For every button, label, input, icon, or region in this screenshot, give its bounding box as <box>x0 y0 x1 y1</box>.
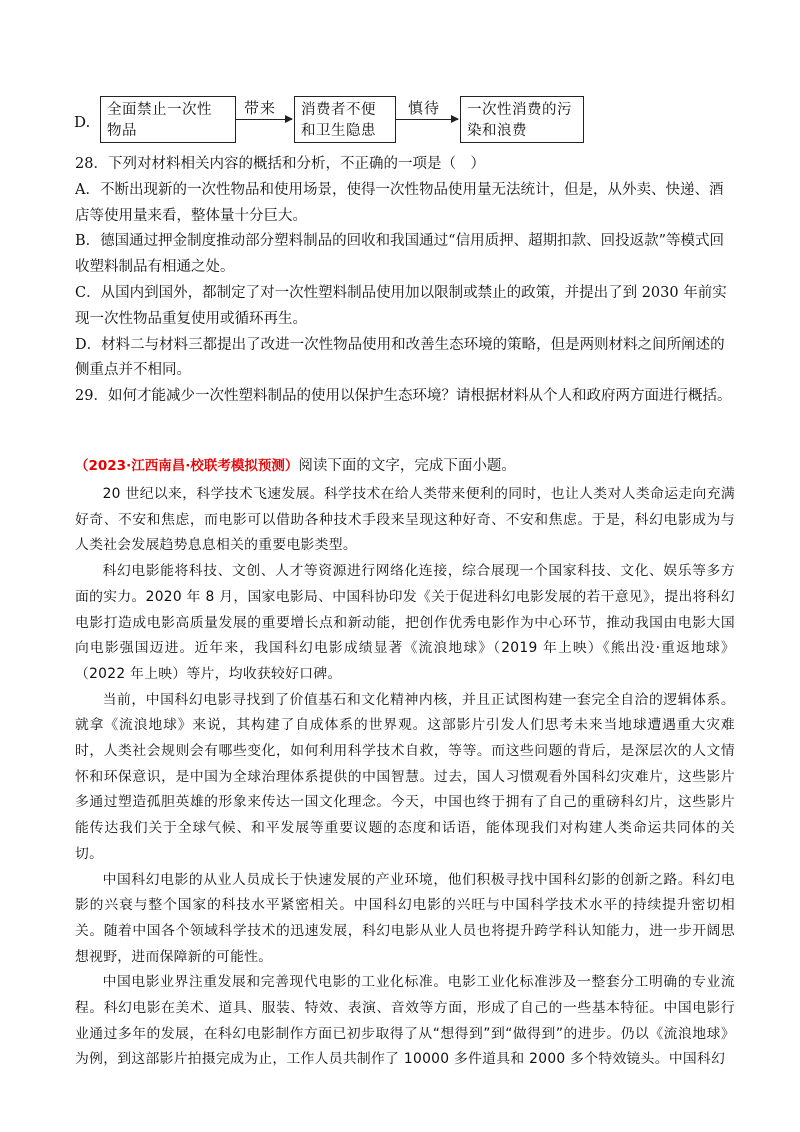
box-line: 消费者不便 <box>301 102 376 118</box>
box-line: 染和浪费 <box>467 123 527 139</box>
question-28-option-c: C．从国内到国外，都制定了对一次性塑料制品使用加以限制或禁止的政策，并提出了到 2030 年前实现一次性物品重复使用或循环再生。 <box>75 284 727 327</box>
arrow-label-1: 带来 <box>244 99 277 117</box>
question-28-option-a: A．不断出现新的一次性物品和使用场景，使得一次性物品使用量无法统计，但是，从外卖、快递、酒店等使用量来看，整体量十分巨大。 <box>75 181 724 224</box>
passage-paragraph: 20 世纪以来，科学技术飞速发展。科学技术在给人类带来便利的同时，也让人类对人类命运走向充满好奇、不安和焦虑，而电影可以借助各种技术手段来呈现这种好奇、不安和焦虑。于是，科幻电影成为与人类社会发展趋势息息相关的重要电影类型。 <box>75 486 735 554</box>
passage-paragraph: 科幻电影能将科技、文创、人才等资源进行网络化连接，综合展现一个国家科技、文化、娱乐等多方面的实力。2020 年 8 月，国家电影局、中国科协印发《关于促进科幻电影发展的若干意见》，提出将科幻电影打造成电影高质量发展的重要增长点和新动能，把创作优秀电影作为中心环节，推动我国由电影大国向电影强国迈进。近年来，我国科幻电影成绩显著《流浪地球》（2019 年上映）《熊出没·重返地球》（2022 年上映）等片，均收获较好口碑。 <box>75 563 735 682</box>
question-28-option-b: B．德国通过押金制度推动部分塑料制品的回收和我国通过“信用质押、超期扣款、回投返款”等模式回收塑料制品有相通之处。 <box>75 233 724 276</box>
questions-section <box>75 152 735 410</box>
diagram-box-inconvenience <box>294 96 396 143</box>
box-line: 一次性消费的污 <box>467 102 572 118</box>
arrow-2 <box>396 119 458 120</box>
diagram-box-ban <box>100 96 236 143</box>
box-line: 全面禁止一次性 <box>107 102 212 118</box>
passage-instruction: 阅读下面的文字，完成下面小题。 <box>298 458 516 474</box>
option-label: D. <box>74 113 91 131</box>
passage-paragraph: 当前，中国科幻电影寻找到了价值基石和文化精神内核，并且正试图构建一套完全自洽的逻辑体系。就拿《流浪地球》来说，其构建了自成体系的世界观。这部影片引发人们思考未来当地球遭遇重大灾难时，人类社会规则会有哪些变化，如何利用科学技术自救，等等。而这些问题的背后，是深层次的人文情怀和环保意识，是中国为全球治理体系提供的中国智慧。过去，国人习惯观看外国科幻灾难片，这些影片多通过塑造孤胆英雄的形象来传达一国文化理念。今天，中国也终于拥有了自己的重磅科幻片，这些影片能传达我们关于全球气候、和平发展等重要议题的态度和话语，能体现我们对构建人类命运共同体的关切。 <box>75 691 735 862</box>
box-line: 和卫生隐患 <box>301 123 376 139</box>
arrow-1 <box>236 119 292 120</box>
passage-header <box>75 455 516 477</box>
diagram-box-pollution <box>460 96 584 143</box>
flow-diagram <box>72 92 592 142</box>
passage-paragraph: 中国电影业界注重发展和完善现代电影的工业化标准。电影工业化标准涉及一整套分工明确的专业流程。科幻电影在美术、道具、服装、特效、表演、音效等方面，形成了自己的一些基本特征。中国电影行业通过多年的发展，在科幻电影制作方面已初步取得了从“想得到”到“做得到”的进步。仍以《流浪地球》为例，到这部影片拍摄完成为止，工作人员共制作了 10000 多件道具和 2000 多个特效镜头。中国科幻 <box>75 974 735 1068</box>
reading-passage <box>75 482 735 1073</box>
question-29: 29．如何才能减少一次性塑料制品的使用以保护生态环境？请根据材料从个人和政府两方面进行概括。 <box>75 388 732 405</box>
passage-paragraph: 中国科幻电影的从业人员成长于快速发展的产业环境，他们积极寻找中国科幻影的创新之路。科幻电影的兴衰与整个国家的科技水平紧密相关。中国科幻电影的兴旺与中国科学技术水平的持续提升密切相关。随着中国各个领域科学技术的迅速发展，科幻电影从业人员也将提升跨学科认知能力，进一步开阔思想视野，进而保障新的可能性。 <box>75 871 735 965</box>
source-tag: （2023·江西南昌·校联考模拟预测） <box>75 458 299 474</box>
question-28-option-d: D．材料二与材料三都提出了改进一次性物品使用和改善生态环境的策略，但是两则材料之间所阐述的侧重点并不相同。 <box>75 336 725 379</box>
question-28: 28．下列对材料相关内容的概括和分析，不正确的一项是（ ） <box>75 156 485 172</box>
arrow-label-2: 慎待 <box>408 99 441 117</box>
box-line: 物品 <box>107 123 137 139</box>
